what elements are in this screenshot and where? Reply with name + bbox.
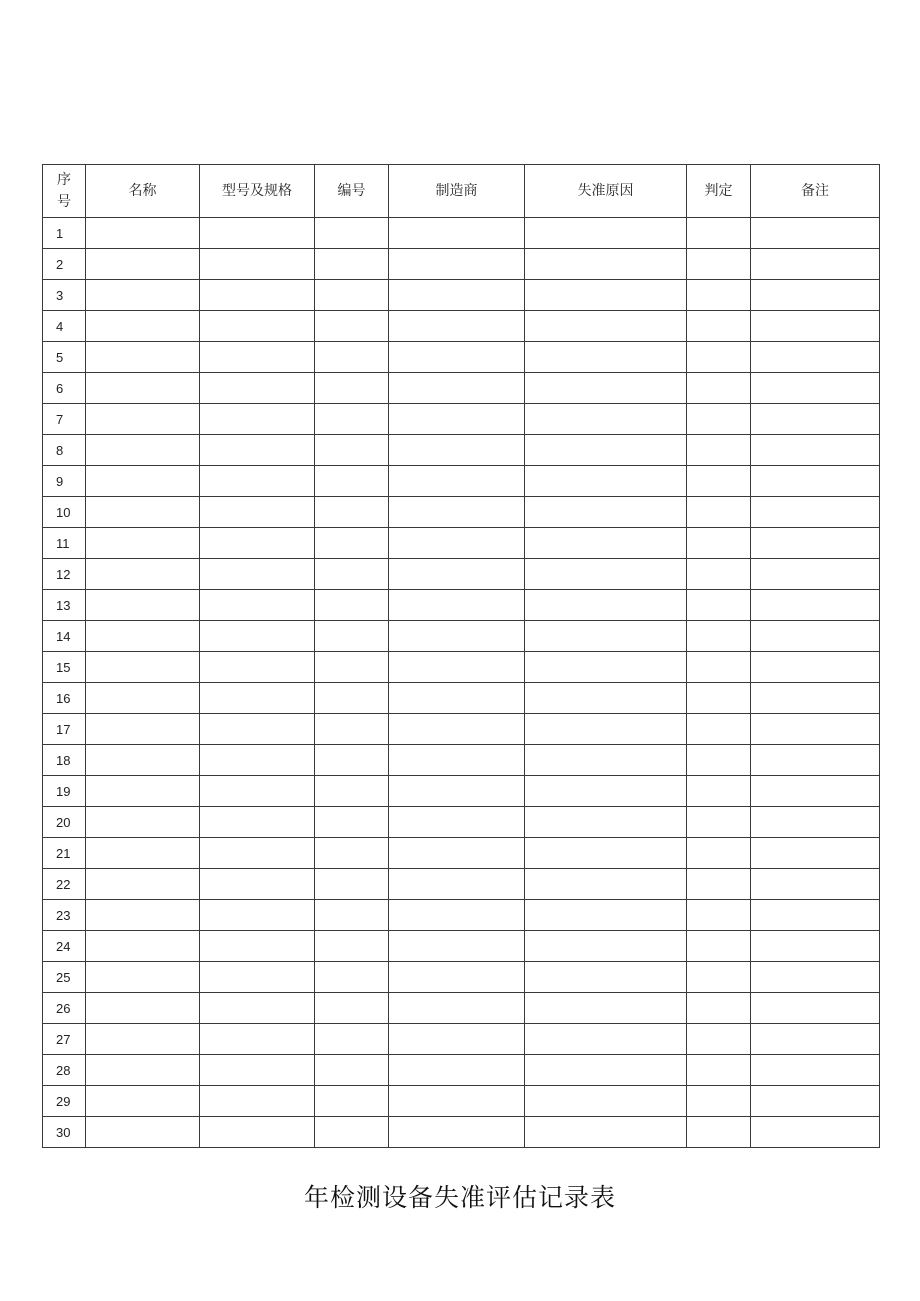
remarks-cell[interactable]: [751, 435, 880, 466]
failure-reason-cell[interactable]: [525, 373, 687, 404]
manufacturer-cell[interactable]: [389, 497, 525, 528]
number-cell[interactable]: [315, 404, 389, 435]
remarks-cell[interactable]: [751, 280, 880, 311]
remarks-cell[interactable]: [751, 528, 880, 559]
table-row: [43, 1055, 880, 1086]
table-row: [43, 1024, 880, 1055]
row-seq-number: 15: [43, 652, 86, 683]
table-row: [43, 869, 880, 900]
judgement-cell[interactable]: [687, 621, 751, 652]
number-cell[interactable]: [315, 900, 389, 931]
judgement-cell[interactable]: [687, 373, 751, 404]
manufacturer-cell[interactable]: [389, 931, 525, 962]
manufacturer-cell[interactable]: [389, 218, 525, 249]
judgement-cell[interactable]: [687, 280, 751, 311]
manufacturer-cell[interactable]: [389, 621, 525, 652]
row-seq-number: 11: [43, 528, 86, 559]
model-spec-cell[interactable]: [200, 218, 315, 249]
table-row: [43, 1086, 880, 1117]
remarks-cell[interactable]: [751, 1086, 880, 1117]
judgement-cell[interactable]: [687, 838, 751, 869]
manufacturer-cell[interactable]: [389, 466, 525, 497]
table-row: [43, 993, 880, 1024]
number-cell[interactable]: [315, 993, 389, 1024]
failure-reason-cell[interactable]: [525, 559, 687, 590]
number-cell[interactable]: [315, 1086, 389, 1117]
number-cell[interactable]: [315, 869, 389, 900]
table-row: [43, 590, 880, 621]
table-header-row: [43, 165, 880, 218]
failure-reason-cell[interactable]: [525, 404, 687, 435]
row-seq-number: 25: [43, 962, 86, 993]
model-spec-cell[interactable]: [200, 838, 315, 869]
manufacturer-cell[interactable]: [389, 311, 525, 342]
failure-reason-cell[interactable]: [525, 342, 687, 373]
manufacturer-cell[interactable]: [389, 404, 525, 435]
number-cell[interactable]: [315, 621, 389, 652]
table-row: [43, 900, 880, 931]
name-cell[interactable]: [86, 993, 200, 1024]
judgement-cell[interactable]: [687, 1086, 751, 1117]
number-cell[interactable]: [315, 218, 389, 249]
model-spec-cell[interactable]: [200, 869, 315, 900]
model-spec-cell[interactable]: [200, 590, 315, 621]
table-row: [43, 652, 880, 683]
judgement-cell[interactable]: [687, 218, 751, 249]
row-seq-number: 29: [43, 1086, 86, 1117]
failure-reason-cell[interactable]: [525, 1024, 687, 1055]
number-cell[interactable]: [315, 559, 389, 590]
table-row: [43, 962, 880, 993]
judgement-cell[interactable]: [687, 1055, 751, 1086]
manufacturer-cell[interactable]: [389, 962, 525, 993]
number-cell[interactable]: [315, 1024, 389, 1055]
name-cell[interactable]: [86, 1117, 200, 1148]
row-seq-number: 28: [43, 1055, 86, 1086]
model-spec-cell[interactable]: [200, 280, 315, 311]
name-cell[interactable]: [86, 745, 200, 776]
number-cell[interactable]: [315, 1117, 389, 1148]
number-cell[interactable]: [315, 249, 389, 280]
model-spec-cell[interactable]: [200, 931, 315, 962]
model-spec-cell[interactable]: [200, 993, 315, 1024]
table-row: [43, 621, 880, 652]
row-seq-number: 9: [43, 466, 86, 497]
judgement-cell[interactable]: [687, 528, 751, 559]
number-cell[interactable]: [315, 962, 389, 993]
row-seq-number: 6: [43, 373, 86, 404]
manufacturer-cell[interactable]: [389, 1024, 525, 1055]
name-cell[interactable]: [86, 497, 200, 528]
failure-reason-cell[interactable]: [525, 714, 687, 745]
name-cell[interactable]: [86, 714, 200, 745]
remarks-cell[interactable]: [751, 745, 880, 776]
name-cell[interactable]: [86, 683, 200, 714]
number-cell[interactable]: [315, 528, 389, 559]
manufacturer-cell[interactable]: [389, 993, 525, 1024]
remarks-cell[interactable]: [751, 311, 880, 342]
remarks-cell[interactable]: [751, 838, 880, 869]
manufacturer-cell[interactable]: [389, 280, 525, 311]
model-spec-cell[interactable]: [200, 776, 315, 807]
row-seq-number: 1: [43, 218, 86, 249]
name-cell[interactable]: [86, 900, 200, 931]
manufacturer-cell[interactable]: [389, 249, 525, 280]
judgement-cell[interactable]: [687, 993, 751, 1024]
row-seq-number: 23: [43, 900, 86, 931]
failure-reason-cell[interactable]: [525, 621, 687, 652]
judgement-cell[interactable]: [687, 714, 751, 745]
row-seq-number: 13: [43, 590, 86, 621]
judgement-cell[interactable]: [687, 249, 751, 280]
name-cell[interactable]: [86, 931, 200, 962]
manufacturer-cell[interactable]: [389, 1117, 525, 1148]
remarks-cell[interactable]: [751, 776, 880, 807]
failure-reason-cell[interactable]: [525, 652, 687, 683]
row-seq-number: 22: [43, 869, 86, 900]
failure-reason-cell[interactable]: [525, 280, 687, 311]
row-seq-number: 18: [43, 745, 86, 776]
failure-reason-cell[interactable]: [525, 776, 687, 807]
model-spec-cell[interactable]: [200, 404, 315, 435]
header-seq-line-1: 序: [57, 172, 71, 188]
judgement-cell[interactable]: [687, 745, 751, 776]
remarks-cell[interactable]: [751, 621, 880, 652]
name-cell[interactable]: [86, 1086, 200, 1117]
table-row: [43, 745, 880, 776]
row-seq-number: 21: [43, 838, 86, 869]
number-cell[interactable]: [315, 807, 389, 838]
model-spec-cell[interactable]: [200, 559, 315, 590]
remarks-cell[interactable]: [751, 807, 880, 838]
row-seq-number: 27: [43, 1024, 86, 1055]
manufacturer-cell[interactable]: [389, 745, 525, 776]
name-cell[interactable]: [86, 1024, 200, 1055]
judgement-cell[interactable]: [687, 1117, 751, 1148]
judgement-cell[interactable]: [687, 435, 751, 466]
model-spec-cell[interactable]: [200, 373, 315, 404]
failure-reason-cell[interactable]: [525, 497, 687, 528]
row-seq-number: 24: [43, 931, 86, 962]
remarks-cell[interactable]: [751, 900, 880, 931]
model-spec-cell[interactable]: [200, 807, 315, 838]
judgement-cell[interactable]: [687, 683, 751, 714]
row-seq-number: 30: [43, 1117, 86, 1148]
remarks-cell[interactable]: [751, 931, 880, 962]
model-spec-cell[interactable]: [200, 466, 315, 497]
manufacturer-cell[interactable]: [389, 342, 525, 373]
header-name: 名称: [86, 165, 200, 218]
table-body: [43, 218, 880, 1148]
manufacturer-cell[interactable]: [389, 528, 525, 559]
name-cell[interactable]: [86, 342, 200, 373]
remarks-cell[interactable]: [751, 590, 880, 621]
model-spec-cell[interactable]: [200, 528, 315, 559]
model-spec-cell[interactable]: [200, 497, 315, 528]
table-row: [43, 373, 880, 404]
model-spec-cell[interactable]: [200, 1086, 315, 1117]
failure-reason-cell[interactable]: [525, 900, 687, 931]
manufacturer-cell[interactable]: [389, 900, 525, 931]
header-failure-reason: 失准原因: [525, 165, 687, 218]
model-spec-cell[interactable]: [200, 1024, 315, 1055]
remarks-cell[interactable]: [751, 962, 880, 993]
failure-reason-cell[interactable]: [525, 218, 687, 249]
model-spec-cell[interactable]: [200, 435, 315, 466]
manufacturer-cell[interactable]: [389, 1055, 525, 1086]
name-cell[interactable]: [86, 559, 200, 590]
failure-reason-cell[interactable]: [525, 249, 687, 280]
remarks-cell[interactable]: [751, 993, 880, 1024]
model-spec-cell[interactable]: [200, 962, 315, 993]
judgement-cell[interactable]: [687, 311, 751, 342]
remarks-cell[interactable]: [751, 683, 880, 714]
failure-reason-cell[interactable]: [525, 528, 687, 559]
row-seq-number: 14: [43, 621, 86, 652]
row-seq-number: 7: [43, 404, 86, 435]
judgement-cell[interactable]: [687, 466, 751, 497]
row-seq-number: 4: [43, 311, 86, 342]
number-cell[interactable]: [315, 466, 389, 497]
row-seq-number: 20: [43, 807, 86, 838]
judgement-cell[interactable]: [687, 900, 751, 931]
judgement-cell[interactable]: [687, 869, 751, 900]
judgement-cell[interactable]: [687, 652, 751, 683]
name-cell[interactable]: [86, 218, 200, 249]
name-cell[interactable]: [86, 435, 200, 466]
assessment-record-table: [42, 164, 880, 1148]
table-row: [43, 311, 880, 342]
remarks-cell[interactable]: [751, 652, 880, 683]
row-seq-number: 10: [43, 497, 86, 528]
table-row: [43, 807, 880, 838]
manufacturer-cell[interactable]: [389, 807, 525, 838]
number-cell[interactable]: [315, 931, 389, 962]
name-cell[interactable]: [86, 590, 200, 621]
model-spec-cell[interactable]: [200, 311, 315, 342]
judgement-cell[interactable]: [687, 497, 751, 528]
failure-reason-cell[interactable]: [525, 745, 687, 776]
name-cell[interactable]: [86, 528, 200, 559]
remarks-cell[interactable]: [751, 869, 880, 900]
number-cell[interactable]: [315, 714, 389, 745]
remarks-cell[interactable]: [751, 497, 880, 528]
table-row: [43, 559, 880, 590]
row-seq-number: 5: [43, 342, 86, 373]
name-cell[interactable]: [86, 249, 200, 280]
failure-reason-cell[interactable]: [525, 962, 687, 993]
number-cell[interactable]: [315, 280, 389, 311]
model-spec-cell[interactable]: [200, 621, 315, 652]
remarks-cell[interactable]: [751, 559, 880, 590]
model-spec-cell[interactable]: [200, 342, 315, 373]
name-cell[interactable]: [86, 466, 200, 497]
remarks-cell[interactable]: [751, 218, 880, 249]
manufacturer-cell[interactable]: [389, 590, 525, 621]
header-model-spec: 型号及规格: [200, 165, 315, 218]
remarks-cell[interactable]: [751, 1024, 880, 1055]
number-cell[interactable]: [315, 311, 389, 342]
manufacturer-cell[interactable]: [389, 683, 525, 714]
table-row: [43, 218, 880, 249]
name-cell[interactable]: [86, 776, 200, 807]
manufacturer-cell[interactable]: [389, 435, 525, 466]
judgement-cell[interactable]: [687, 776, 751, 807]
judgement-cell[interactable]: [687, 590, 751, 621]
manufacturer-cell[interactable]: [389, 559, 525, 590]
number-cell[interactable]: [315, 745, 389, 776]
table-row: [43, 435, 880, 466]
remarks-cell[interactable]: [751, 404, 880, 435]
name-cell[interactable]: [86, 280, 200, 311]
row-seq-number: 12: [43, 559, 86, 590]
table-row: [43, 1117, 880, 1148]
row-seq-number: 19: [43, 776, 86, 807]
table-row: [43, 931, 880, 962]
number-cell[interactable]: [315, 652, 389, 683]
table-row: [43, 497, 880, 528]
name-cell[interactable]: [86, 621, 200, 652]
manufacturer-cell[interactable]: [389, 1086, 525, 1117]
name-cell[interactable]: [86, 838, 200, 869]
number-cell[interactable]: [315, 497, 389, 528]
table-row: [43, 280, 880, 311]
remarks-cell[interactable]: [751, 1117, 880, 1148]
number-cell[interactable]: [315, 590, 389, 621]
table-row: [43, 466, 880, 497]
row-seq-number: 8: [43, 435, 86, 466]
header-judgement: 判定: [687, 165, 751, 218]
judgement-cell[interactable]: [687, 559, 751, 590]
number-cell[interactable]: [315, 776, 389, 807]
failure-reason-cell[interactable]: [525, 838, 687, 869]
header-manufacturer: 制造商: [389, 165, 525, 218]
judgement-cell[interactable]: [687, 931, 751, 962]
remarks-cell[interactable]: [751, 342, 880, 373]
name-cell[interactable]: [86, 404, 200, 435]
name-cell[interactable]: [86, 869, 200, 900]
header-seq: [43, 165, 86, 218]
judgement-cell[interactable]: [687, 342, 751, 373]
failure-reason-cell[interactable]: [525, 869, 687, 900]
number-cell[interactable]: [315, 373, 389, 404]
number-cell[interactable]: [315, 342, 389, 373]
judgement-cell[interactable]: [687, 962, 751, 993]
model-spec-cell[interactable]: [200, 652, 315, 683]
table-row: [43, 528, 880, 559]
judgement-cell[interactable]: [687, 1024, 751, 1055]
model-spec-cell[interactable]: [200, 1055, 315, 1086]
name-cell[interactable]: [86, 962, 200, 993]
manufacturer-cell[interactable]: [389, 652, 525, 683]
failure-reason-cell[interactable]: [525, 311, 687, 342]
model-spec-cell[interactable]: [200, 249, 315, 280]
row-seq-number: 2: [43, 249, 86, 280]
failure-reason-cell[interactable]: [525, 1086, 687, 1117]
failure-reason-cell[interactable]: [525, 807, 687, 838]
number-cell[interactable]: [315, 1055, 389, 1086]
table-row: [43, 249, 880, 280]
table-row: [43, 714, 880, 745]
row-seq-number: 26: [43, 993, 86, 1024]
document-title: 年检测设备失准评估记录表: [303, 1183, 616, 1212]
row-seq-number: 3: [43, 280, 86, 311]
table-row: [43, 776, 880, 807]
name-cell[interactable]: [86, 311, 200, 342]
failure-reason-cell[interactable]: [525, 1055, 687, 1086]
name-cell[interactable]: [86, 1055, 200, 1086]
judgement-cell[interactable]: [687, 807, 751, 838]
number-cell[interactable]: [315, 838, 389, 869]
table-row: [43, 404, 880, 435]
name-cell[interactable]: [86, 373, 200, 404]
header-seq-line-2: 号: [57, 194, 71, 210]
failure-reason-cell[interactable]: [525, 931, 687, 962]
remarks-cell[interactable]: [751, 466, 880, 497]
remarks-cell[interactable]: [751, 714, 880, 745]
table-row: [43, 683, 880, 714]
name-cell[interactable]: [86, 652, 200, 683]
model-spec-cell[interactable]: [200, 900, 315, 931]
header-remarks: 备注: [751, 165, 880, 218]
manufacturer-cell[interactable]: [389, 373, 525, 404]
model-spec-cell[interactable]: [200, 683, 315, 714]
manufacturer-cell[interactable]: [389, 869, 525, 900]
header-number: 编号: [315, 165, 389, 218]
table-row: [43, 342, 880, 373]
remarks-cell[interactable]: [751, 1055, 880, 1086]
row-seq-number: 16: [43, 683, 86, 714]
judgement-cell[interactable]: [687, 404, 751, 435]
failure-reason-cell[interactable]: [525, 1117, 687, 1148]
model-spec-cell[interactable]: [200, 1117, 315, 1148]
remarks-cell[interactable]: [751, 249, 880, 280]
manufacturer-cell[interactable]: [389, 776, 525, 807]
model-spec-cell[interactable]: [200, 745, 315, 776]
failure-reason-cell[interactable]: [525, 683, 687, 714]
failure-reason-cell[interactable]: [525, 435, 687, 466]
manufacturer-cell[interactable]: [389, 714, 525, 745]
failure-reason-cell[interactable]: [525, 466, 687, 497]
row-seq-number: 17: [43, 714, 86, 745]
table-row: [43, 838, 880, 869]
failure-reason-cell[interactable]: [525, 590, 687, 621]
number-cell[interactable]: [315, 435, 389, 466]
name-cell[interactable]: [86, 807, 200, 838]
model-spec-cell[interactable]: [200, 714, 315, 745]
remarks-cell[interactable]: [751, 373, 880, 404]
failure-reason-cell[interactable]: [525, 993, 687, 1024]
number-cell[interactable]: [315, 683, 389, 714]
manufacturer-cell[interactable]: [389, 838, 525, 869]
